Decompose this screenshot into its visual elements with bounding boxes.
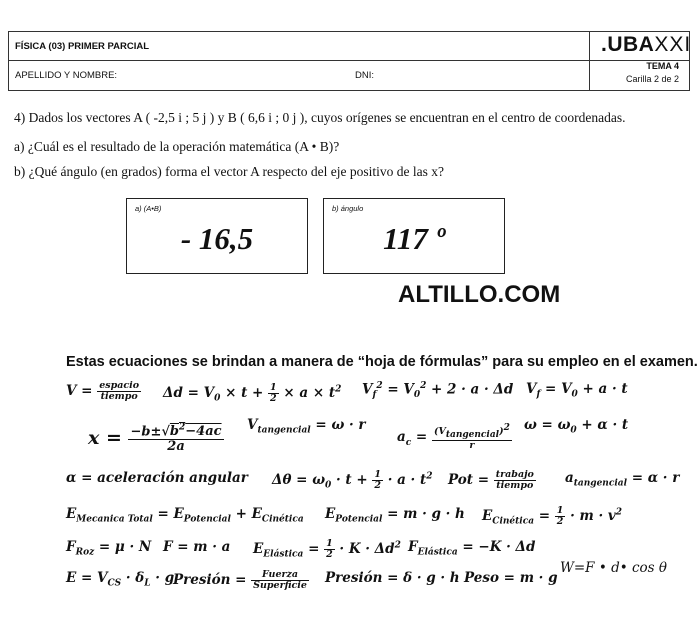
answer-label-b: b) ángulo — [332, 204, 364, 213]
tema-label: TEMA 4 — [646, 61, 679, 71]
formula-kinetic-energy: $E_{Cinética}$ = $\frac{1}{2}$ · $m \cdot v^2$ — [482, 505, 622, 527]
formula-tangential-velocity: $V_{tangencial} = \omega \cdot r$ — [247, 417, 366, 436]
formula-vf-squared: $V_f^2 = V_0^2 + 2 \cdot a \cdot \Delta d$ — [362, 381, 514, 401]
question-a: a) ¿Cuál es el resultado de la operación matemática (A • B)? — [14, 139, 340, 154]
formula-power: Pot = $\frac{\text{trabajo}}{\text{tiempo}}$ — [448, 469, 534, 491]
exam-header — [8, 31, 690, 91]
formula-total-mechanical-energy: $E_{Mecanica Total} = E_{Potencial} + E_{Cinética}$ — [66, 506, 304, 525]
answer-label-a: a) (A•B) — [135, 204, 162, 213]
answer-value-b: 117 º — [383, 221, 445, 256]
answer-value-a: - 16,5 — [180, 221, 254, 256]
question-b: b) ¿Qué ángulo (en grados) forma el vector A respecto del eje positivo de las x? — [14, 164, 444, 179]
formula-vf: $V_f = V_0 + a \cdot t$ — [526, 381, 628, 400]
uba-logo: .UBAXXI — [601, 33, 692, 56]
formula-weight: Peso = m · g — [464, 570, 558, 586]
watermark: ALTILLO.COM — [398, 281, 561, 308]
formula-energy-voltage: $E = V_{CS} \cdot \delta_L \cdot g$ — [66, 570, 175, 589]
formula-friction: $F_{Roz} = \mu \cdot N$ — [66, 539, 152, 558]
answer-box-b — [323, 198, 505, 274]
formula-work: W=F • d• cos θ — [560, 560, 668, 576]
formula-omega: $\omega = \omega_0 + \alpha \cdot t$ — [524, 417, 629, 436]
header-vertical-divider — [589, 32, 590, 90]
header-divider — [9, 60, 689, 61]
formula-delta-theta: $\Delta\theta = \omega_0 \cdot t$ + $\frac{1}{2}$ · $a \cdot t^2$ — [272, 469, 433, 491]
formulas-heading: Estas ecuaciones se brindan a manera de “hoja de fórmulas” para su empleo en el examen. — [66, 354, 698, 370]
formula-pressure: Presión = $\frac{\text{Fuerza}}{\text{Superficie}}$ — [173, 569, 307, 591]
question-intro: 4) Dados los vectores A ( -2,5 i ; 5 j ) y B ( 6,6 i ; 0 j ), cuyos orígenes se encuentran en el centro de coordenadas. — [14, 110, 626, 125]
formula-quadratic: x = $\frac{-b\pm√b^2-4ac}{2a}$ — [88, 423, 222, 454]
formula-elastic-force: $F_{Elástica} = -K \cdot \Delta d$ — [408, 539, 536, 558]
formula-centripetal: $a_c$ = $\frac{(V_{tangencial})^2}{r}$ — [397, 423, 510, 452]
formula-newton: F = m · a — [163, 539, 231, 555]
formula-elastic-energy: $E_{Elástica}$ = $\frac{1}{2}$ · $K \cdot \Delta d^2$ — [253, 538, 401, 560]
answer-box-a — [126, 198, 308, 274]
formula-potential-energy: $E_{Potencial} = m \cdot g \cdot h$ — [325, 506, 465, 525]
course-title: FÍSICA (03) PRIMER PARCIAL — [15, 41, 150, 52]
formula-alpha: α = aceleración angular — [66, 470, 248, 486]
dni-label: DNI: — [355, 70, 374, 81]
formula-speed: V = $\frac{\text{espacio}}{\text{tiempo}}$ — [66, 380, 140, 402]
formula-displacement: $\Delta d = V_0 \times t$ + $\frac{1}{2}$ × $a \times t^2$ — [163, 382, 342, 404]
carilla-label: Carilla 2 de 2 — [625, 74, 679, 84]
formula-tangential-acceleration: $a_{tangencial} = \alpha \cdot r$ — [565, 470, 680, 489]
formula-hydrostatic-pressure: Presión = δ · g · h — [325, 570, 460, 586]
name-label: APELLIDO Y NOMBRE: — [15, 70, 118, 81]
